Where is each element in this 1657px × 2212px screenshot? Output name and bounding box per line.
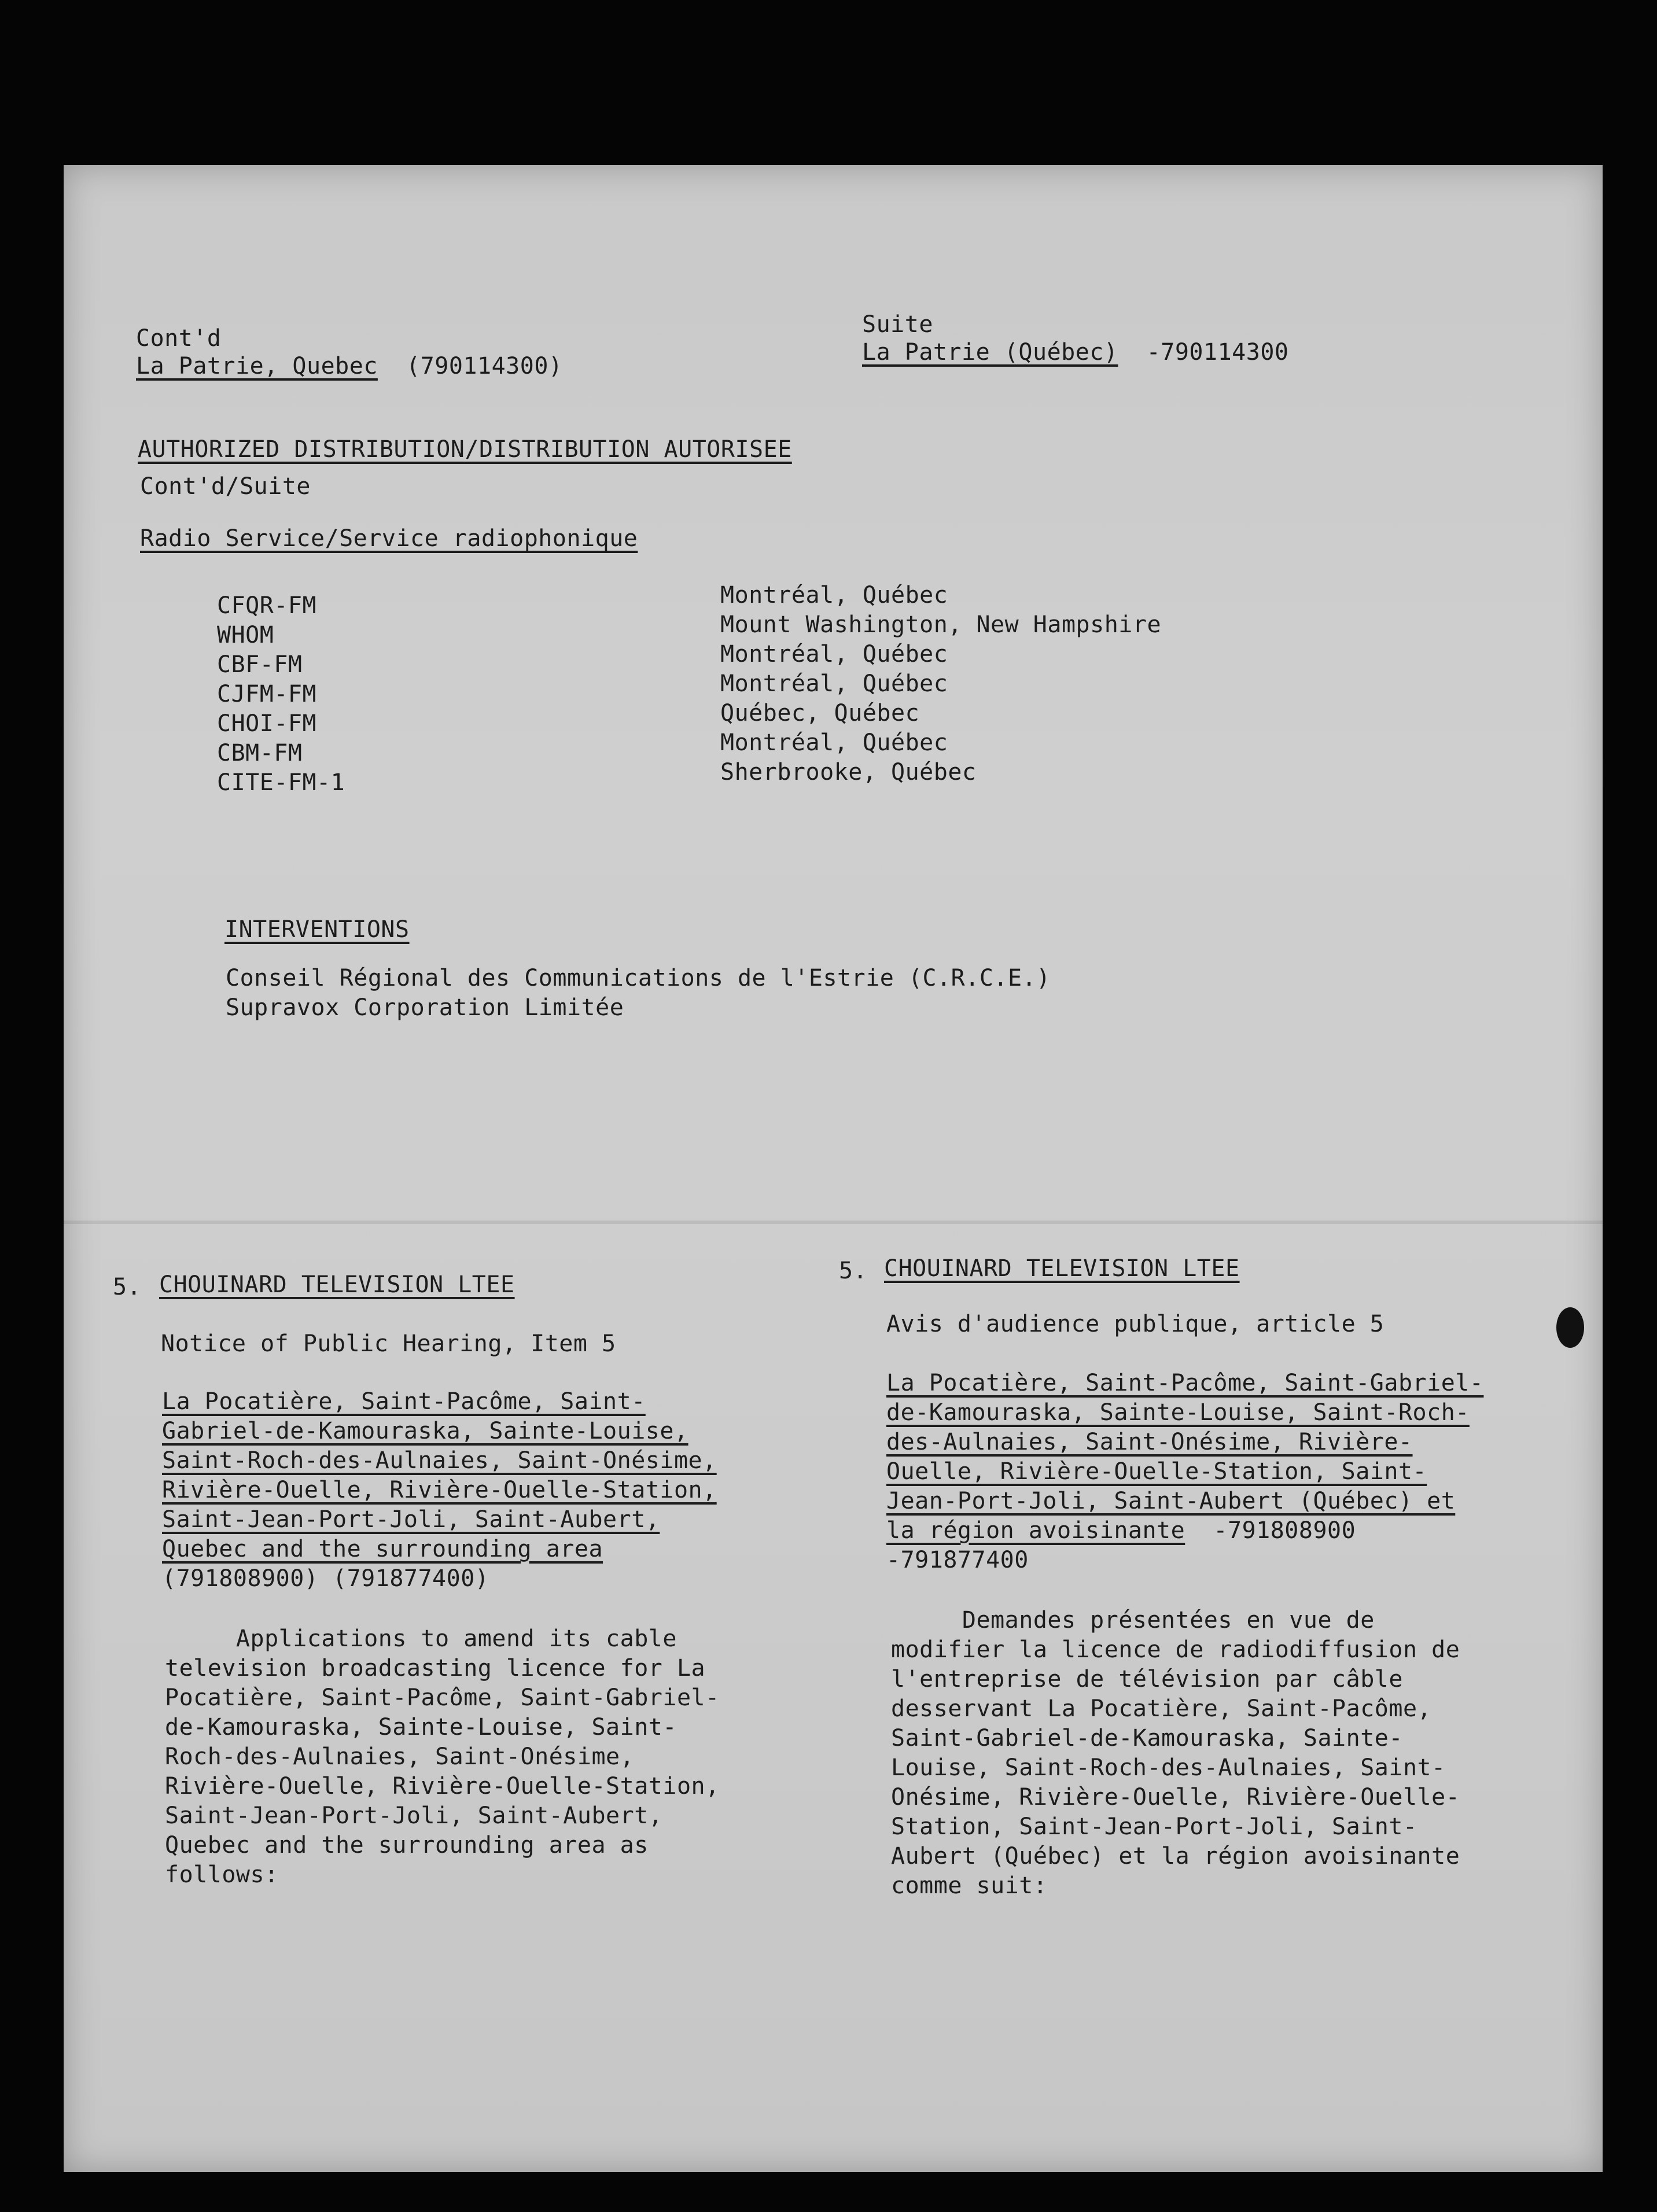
item-fr-notice: Avis d'audience publique, article 5 bbox=[886, 1311, 1384, 1337]
item-en-title: CHOUINARD TELEVISION LTEE bbox=[159, 1271, 515, 1298]
station-city: Québec, Québec bbox=[720, 700, 920, 727]
station-calls bbox=[217, 591, 345, 798]
item-en-body bbox=[165, 1624, 720, 1890]
location-line: Rivière-Ouelle, Rivière-Ouelle-Station, bbox=[162, 1477, 717, 1503]
page-fold bbox=[64, 1221, 1603, 1224]
body-line: Onésime, Rivière-Ouelle, Rivière-Ouelle- bbox=[891, 1784, 1460, 1811]
location-line: des-Aulnaies, Saint-Onésime, Rivière- bbox=[886, 1429, 1413, 1455]
body-line: Demandes présentées en vue de bbox=[891, 1607, 1375, 1634]
location-line: Jean-Port-Joli, Saint-Aubert (Québec) et bbox=[886, 1488, 1456, 1514]
item-en-numbers: (791808900) (791877400) bbox=[162, 1565, 489, 1592]
body-line: television broadcasting licence for La bbox=[165, 1655, 706, 1682]
station-call: WHOM bbox=[217, 622, 274, 648]
body-line: l'entreprise de télévision par câble bbox=[891, 1666, 1403, 1693]
location-line: Saint-Roch-des-Aulnaies, Saint-Onésime, bbox=[162, 1447, 717, 1474]
body-line: Pocatière, Saint-Pacôme, Saint-Gabriel- bbox=[165, 1684, 720, 1711]
body-line: Quebec and the surrounding area as bbox=[165, 1832, 649, 1859]
header-left-line bbox=[136, 352, 562, 381]
station-call: CJFM-FM bbox=[217, 681, 317, 707]
location-line: Gabriel-de-Kamouraska, Sainte-Louise, bbox=[162, 1418, 688, 1444]
header-right-line bbox=[862, 338, 1288, 367]
station-city: Mount Washington, New Hampshire bbox=[720, 611, 1162, 638]
station-call: CITE-FM-1 bbox=[217, 769, 345, 796]
interventions-list bbox=[226, 964, 1051, 1023]
station-city: Montréal, Québec bbox=[720, 670, 948, 697]
item-en-notice: Notice of Public Hearing, Item 5 bbox=[161, 1330, 616, 1357]
body-line: desservant La Pocatière, Saint-Pacôme, bbox=[891, 1695, 1432, 1722]
location-line: La Pocatière, Saint-Pacôme, Saint- bbox=[162, 1388, 646, 1415]
body-line: Rivière-Ouelle, Rivière-Ouelle-Station, bbox=[165, 1773, 720, 1800]
location-line: Ouelle, Rivière-Ouelle-Station, Saint- bbox=[886, 1458, 1427, 1485]
body-line: Saint-Jean-Port-Joli, Saint-Aubert, bbox=[165, 1802, 663, 1829]
item-fr-number-inline: -791808900 bbox=[1185, 1517, 1356, 1544]
item-en-number: 5. bbox=[113, 1274, 142, 1300]
location-line: Saint-Jean-Port-Joli, Saint-Aubert, bbox=[162, 1506, 660, 1533]
header-right-number: -790114300 bbox=[1146, 339, 1289, 366]
item-fr-body bbox=[891, 1606, 1460, 1901]
station-call: CHOI-FM bbox=[217, 710, 317, 737]
body-line: Roch-des-Aulnaies, Saint-Onésime, bbox=[165, 1743, 635, 1770]
body-line: follows: bbox=[165, 1861, 279, 1888]
body-line: Applications to amend its cable bbox=[165, 1625, 677, 1652]
header-right-location: La Patrie (Québec) bbox=[862, 339, 1118, 366]
body-line: Aubert (Québec) et la région avoisinante bbox=[891, 1843, 1460, 1870]
body-line: Station, Saint-Jean-Port-Joli, Saint- bbox=[891, 1813, 1417, 1840]
ink-blot bbox=[1556, 1307, 1584, 1348]
station-city: Sherbrooke, Québec bbox=[720, 759, 977, 786]
body-line: Louise, Saint-Roch-des-Aulnaies, Saint- bbox=[891, 1754, 1446, 1781]
header-right-suite: Suite bbox=[862, 311, 933, 338]
location-line: Quebec and the surrounding area bbox=[162, 1536, 603, 1562]
location-line: La Pocatière, Saint-Pacôme, Saint-Gabriel- bbox=[886, 1370, 1484, 1396]
distribution-heading: AUTHORIZED DISTRIBUTION/DISTRIBUTION AUTORISEE bbox=[138, 436, 792, 463]
station-call: CFQR-FM bbox=[217, 592, 317, 619]
body-line: de-Kamouraska, Sainte-Louise, Saint- bbox=[165, 1714, 677, 1741]
distribution-contd: Cont'd/Suite bbox=[140, 473, 311, 500]
intervention-item: Supravox Corporation Limitée bbox=[226, 994, 624, 1021]
item-fr-title: CHOUINARD TELEVISION LTEE bbox=[884, 1255, 1240, 1282]
station-city: Montréal, Québec bbox=[720, 641, 948, 668]
station-city: Montréal, Québec bbox=[720, 729, 948, 756]
body-line: modifier la licence de radiodiffusion de bbox=[891, 1636, 1460, 1663]
radio-service-heading: Radio Service/Service radiophonique bbox=[140, 525, 638, 552]
intervention-item: Conseil Régional des Communications de l'Estrie (C.R.C.E.) bbox=[226, 965, 1051, 991]
item-en-locations bbox=[162, 1387, 717, 1594]
item-fr-locations bbox=[886, 1369, 1483, 1575]
location-last-line bbox=[886, 1516, 1483, 1546]
interventions-heading: INTERVENTIONS bbox=[224, 916, 410, 943]
station-call: CBM-FM bbox=[217, 740, 303, 766]
header-left-location: La Patrie, Quebec bbox=[136, 353, 378, 379]
header-left-contd: Cont'd bbox=[136, 325, 222, 352]
location-line: la région avoisinante bbox=[886, 1517, 1185, 1544]
station-cities bbox=[720, 581, 1161, 787]
location-line: de-Kamouraska, Sainte-Louise, Saint-Roch- bbox=[886, 1399, 1470, 1426]
item-fr-number-second: -791877400 bbox=[886, 1547, 1029, 1573]
body-line: comme suit: bbox=[891, 1872, 1048, 1899]
station-call: CBF-FM bbox=[217, 651, 303, 678]
station-city: Montréal, Québec bbox=[720, 582, 948, 609]
header-left-number: (790114300) bbox=[406, 353, 563, 379]
body-line: Saint-Gabriel-de-Kamouraska, Sainte- bbox=[891, 1725, 1403, 1752]
item-fr-number: 5. bbox=[839, 1258, 868, 1284]
